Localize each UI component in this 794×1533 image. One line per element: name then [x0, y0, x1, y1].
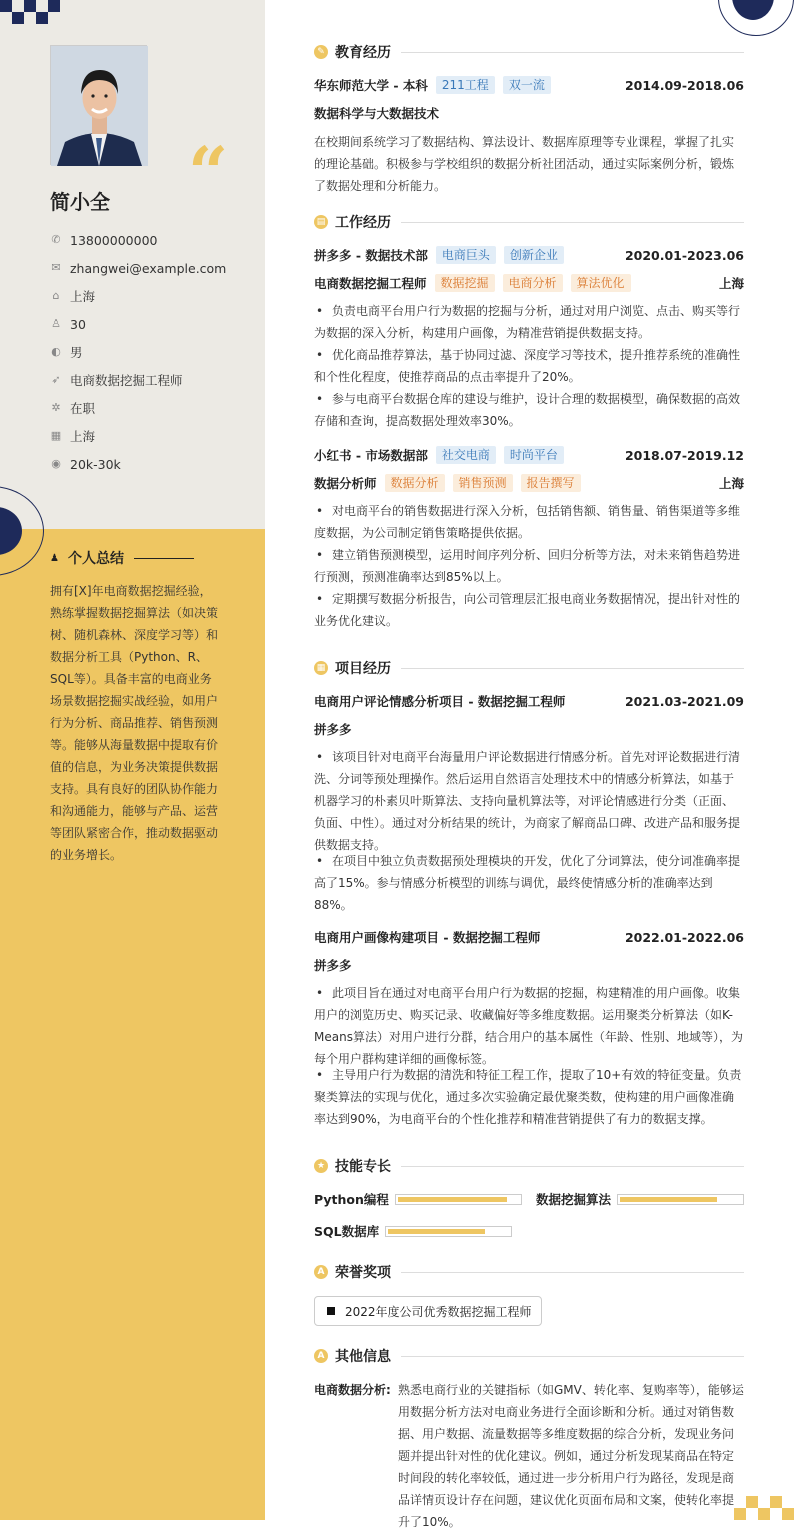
section-title: 项目经历: [335, 661, 391, 677]
awards-heading: [314, 1262, 744, 1282]
job-role-row: [314, 474, 744, 492]
job-company-row: [314, 246, 744, 264]
grid-icon: ▦: [314, 661, 328, 675]
projects-heading: [314, 658, 744, 678]
phone-icon: ✆: [51, 233, 61, 246]
school-tag: 双一流: [503, 76, 551, 94]
skill-bar-fill: [388, 1229, 485, 1234]
award-icon: A: [314, 1265, 328, 1279]
job-city: 上海: [718, 476, 744, 491]
contact-work-city: [50, 422, 260, 450]
skill-name: Python编程: [314, 1192, 389, 1207]
contact-info: [50, 226, 260, 478]
role-tag: 算法优化: [571, 274, 631, 292]
job-bullet: • 对电商平台的销售数据进行深入分析，包括销售额、销售量、销售渠道等多维度数据，为公司制定销售策略提供依据。: [314, 500, 744, 544]
role-tag: 销售预测: [453, 474, 513, 492]
contact-value: 上海: [70, 429, 96, 444]
sidebar: [0, 0, 265, 1520]
education-major-row: [314, 104, 744, 122]
divider: [401, 222, 744, 223]
skill-item: [314, 1190, 522, 1208]
award-name: 2022年度公司优秀数据挖掘工程师: [345, 1304, 532, 1319]
other-text: 熟悉电商行业的关键指标（如GMV、转化率、复购率等），能够运用数据分析方法对电商业务进行全面诊断和分析。通过对销售数据、用户数据、流量数据等多维度数据的综合分析，发现业务问题并提出针对性的优化建议。例如，通过分析发现某商品在特定时间段的转化率较低，通过进一步分析用户行为路径，发现是商品详情页设计存在问题，建议优化页面布局和文案，使转化率提升了10%。: [398, 1383, 744, 1529]
project-company-row: [314, 956, 744, 974]
job-bullet: • 优化商品推荐算法，基于协同过滤、深度学习等技术，提升推荐系统的准确性和个性化程度，使推荐商品的点击率提升了20%。: [314, 344, 744, 388]
summary-heading: [50, 548, 194, 568]
summary-title: 个人总结: [68, 551, 124, 567]
education-icon: ✎: [314, 45, 328, 59]
work-heading: [314, 212, 744, 232]
quote-mark-icon: “: [188, 131, 229, 214]
status-icon: ✲: [51, 401, 61, 414]
project-company: 拼多多: [314, 958, 352, 973]
briefcase-icon: ▤: [314, 215, 328, 229]
section-title: 工作经历: [335, 215, 391, 231]
education-description: 在校期间系统学习了数据结构、算法设计、数据库原理等专业课程，掌握了扎实的理论基础。积极参与学校组织的数据分析社团活动，通过实际案例分析，锻炼了数据处理和分析能力。: [314, 135, 735, 193]
divider: [401, 1166, 744, 1167]
role-tag: 数据挖掘: [435, 274, 495, 292]
project-name: 电商用户评论情感分析项目 - 数据挖掘工程师: [314, 694, 566, 709]
contact-age: [50, 310, 260, 338]
salary-icon: ◉: [51, 457, 61, 470]
skill-bar: [395, 1194, 522, 1205]
contact-location: [50, 282, 260, 310]
send-icon: ➶: [51, 373, 61, 386]
project-bullet: • 该项目针对电商平台海量用户评论数据进行情感分析。首先对评论数据进行清洗、分词等预处理操作。然后运用自然语言处理技术中的情感分析算法，如基于机器学习的朴素贝叶斯算法、支持向量机算法等，对评论情感进行分类（正面、负面、中性）。通过对分析结果的统计，为商家了解商品口碑、改进产品和服务提供数据支持。: [314, 746, 744, 856]
education-school-row: [314, 76, 744, 94]
contact-value: 上海: [70, 289, 96, 304]
checker-decoration: [0, 0, 60, 24]
job-period: 2020.01-2023.06: [624, 247, 744, 263]
skill-name: 数据挖掘算法: [536, 1192, 612, 1207]
divider: [401, 52, 744, 53]
contact-target-role: [50, 366, 260, 394]
skill-bar: [385, 1226, 512, 1237]
job-role-row: [314, 274, 744, 292]
contact-value: 在职: [70, 401, 96, 416]
other-label: 电商数据分析:: [314, 1383, 391, 1397]
divider: [401, 1272, 744, 1273]
school-name: 华东师范大学 - 本科: [314, 78, 428, 93]
skill-bar: [617, 1194, 744, 1205]
role-tag: 电商分析: [503, 274, 563, 292]
section-title: 教育经历: [335, 45, 391, 61]
summary-text: 拥有[X]年电商数据挖掘经验，熟练掌握数据挖掘算法（如决策树、随机森林、深度学习等）和数据分析工具（Python、R、SQL等）。具备丰富的电商业务场景数据挖掘实战经验，如用户行为分析、商品推荐、销售预测等。能够从海量数据中提取有价值的信息，为业务决策提供数据支持。具有良好的团队协作能力和沟通能力，能够与产品、运营等团队紧密合作，推动数据驱动的业务增长。: [50, 584, 219, 862]
company-tag: 社交电商: [436, 446, 496, 464]
skills-heading: [314, 1156, 744, 1176]
other-heading: [314, 1346, 744, 1366]
major: 数据科学与大数据技术: [314, 106, 440, 121]
thumbs-up-icon: ★: [314, 1159, 328, 1173]
project-period: 2021.03-2021.09: [624, 693, 744, 709]
skill-bar-fill: [398, 1197, 507, 1202]
company-tag: 创新企业: [504, 246, 564, 264]
contact-gender: [50, 338, 260, 366]
skill-item: [536, 1190, 744, 1208]
info-icon: A: [314, 1349, 328, 1363]
project-name-row: [314, 928, 744, 946]
company-tag: 时尚平台: [504, 446, 564, 464]
age-icon: ♙: [51, 317, 61, 330]
contact-value: 30: [70, 316, 86, 332]
company-name: 拼多多 - 数据技术部: [314, 248, 428, 263]
contact-value: 20k-30k: [70, 456, 121, 472]
skill-item: [314, 1222, 512, 1240]
profile-photo: [50, 45, 147, 165]
contact-value: 13800000000: [70, 232, 158, 248]
divider: [134, 558, 194, 559]
project-company-row: [314, 720, 744, 738]
job-bullet: • 负责电商平台用户行为数据的挖掘与分析，通过对用户浏览、点击、购买等行为数据的深入分析，构建用户画像，为精准营销提供数据支持。: [314, 300, 744, 344]
project-name-row: [314, 692, 744, 710]
divider: [401, 1356, 744, 1357]
section-title: 其他信息: [335, 1349, 391, 1365]
section-title: 荣誉奖项: [335, 1265, 391, 1281]
section-title: 技能专长: [335, 1159, 391, 1175]
contact-value: 男: [70, 345, 83, 360]
project-bullet: • 此项目旨在通过对电商平台用户行为数据的挖掘，构建精准的用户画像。收集用户的浏览历史、购买记录、收藏偏好等多维度数据。运用聚类分析算法（如K-Means算法）对用户进行分群，结合用户的基本属性（年龄、性别、地域等），为每个用户群构建详细的画像标签。: [314, 982, 744, 1070]
bullet-square-icon: [327, 1307, 335, 1315]
project-bullet: • 在项目中独立负责数据预处理模块的开发，优化了分词算法，使分词准确率提高了15%。参与情感分析模型的训练与调优，最终使情感分析的准确率达到88%。: [314, 850, 744, 916]
checker-decoration: [734, 1496, 794, 1520]
contact-value: 电商数据挖掘工程师: [70, 373, 183, 388]
person-icon: ♟: [50, 553, 59, 564]
role-tag: 报告撰写: [521, 474, 581, 492]
contact-status: [50, 394, 260, 422]
award-item: [314, 1296, 542, 1326]
contact-phone: [50, 226, 260, 254]
job-role: 电商数据挖掘工程师: [314, 276, 427, 291]
project-name: 电商用户画像构建项目 - 数据挖掘工程师: [314, 930, 541, 945]
skill-bar-fill: [620, 1197, 717, 1202]
skill-name: SQL数据库: [314, 1224, 380, 1239]
gender-icon: ◐: [51, 345, 61, 358]
education-heading: [314, 42, 744, 62]
job-bullet: • 建立销售预测模型，运用时间序列分析、回归分析等方法，对未来销售趋势进行预测，预测准确率达到85%以上。: [314, 544, 744, 588]
company-name: 小红书 - 市场数据部: [314, 448, 428, 463]
home-icon: ⌂: [52, 289, 60, 302]
project-period: 2022.01-2022.06: [624, 929, 744, 945]
company-tag: 电商巨头: [436, 246, 496, 264]
contact-value: zhangwei@example.com: [70, 260, 227, 276]
job-period: 2018.07-2019.12: [624, 447, 744, 463]
job-bullet: • 定期撰写数据分析报告，向公司管理层汇报电商业务数据情况，提出针对性的业务优化建议。: [314, 588, 744, 632]
job-bullet: • 参与电商平台数据仓库的建设与维护，设计合理的数据模型，确保数据的高效存储和查询，提高数据处理效率30%。: [314, 388, 744, 432]
school-tag: 211工程: [436, 76, 495, 94]
project-bullet: • 主导用户行为数据的清洗和特征工程工作，提取了10+有效的特征变量。负责聚类算法的实现与优化，通过多次实验确定最优聚类数，使构建的用户画像准确率达到90%，为电商平台的个性化推荐和精准营销提供了有力的数据支撑。: [314, 1064, 744, 1130]
job-role: 数据分析师: [314, 476, 377, 491]
candidate-name: 简小全: [50, 190, 110, 214]
job-company-row: [314, 446, 744, 464]
project-company: 拼多多: [314, 722, 352, 737]
role-tag: 数据分析: [385, 474, 445, 492]
job-city: 上海: [718, 276, 744, 291]
education-period: 2014.09-2018.06: [624, 77, 744, 93]
building-icon: ▦: [50, 429, 62, 442]
mail-icon: ✉: [51, 261, 61, 274]
divider: [401, 668, 744, 669]
contact-salary: [50, 450, 260, 478]
contact-email: [50, 254, 260, 282]
